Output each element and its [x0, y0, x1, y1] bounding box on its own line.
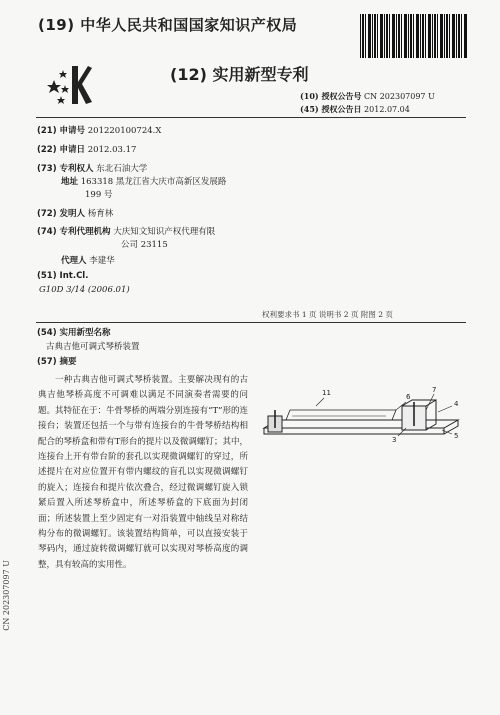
biblio-divider	[36, 322, 466, 323]
agent-row	[61, 254, 115, 266]
address-label: 地址	[61, 177, 79, 187]
abstract-text: 一种古典吉他可调式琴桥装置。主要解决现有的古典吉他琴桥高度不可调难以满足不同演奏者需要的问题。其特征在于：牛骨琴桥的两端分别连接有“T”形的连接台；装置还包括一个与带有连接台的牛骨琴桥结构相配合的琴桥盒和带有T形台的提片以及微调螺钉；其中，连接台上开有带台阶的套孔以实现微调螺钉的穿过，所述提片在对应位置开有带内螺纹的盲孔以实现微调螺钉的旋入；连接台和提片依次叠合，经过微调螺钉旋入锁紧后置入所述琴桥盒中，所述琴桥盒的下底面为封闭面；所述装置上至少固定有一对沿装置中轴线呈对称结构分布的微调螺钉。该装置结构简单，可以直接安装于琴码内，通过旋转微调螺钉就可以实现对琴桥高度的调整，具有较高的实用性。	[38, 375, 248, 570]
figure-label-6: 6	[406, 393, 411, 401]
figure-label-5: 5	[454, 432, 459, 440]
agent-label: 代理人	[61, 256, 87, 266]
address-line-2: 199 号	[85, 190, 113, 200]
figure-label-11: 11	[322, 389, 331, 397]
application-number-row	[37, 124, 161, 136]
page-count-info: 权利要求书 1 页 说明书 2 页 附图 2 页	[262, 310, 393, 319]
intcl-value: G10D 3/14 (2006.01)	[39, 285, 130, 295]
application-date-row	[37, 143, 136, 155]
application-date: 2012.03.17	[87, 145, 137, 155]
header-divider	[36, 117, 466, 118]
publication-date-row	[300, 104, 410, 115]
publication-date-label: (45) 授权公告日	[300, 104, 362, 114]
inventor: 杨育林	[87, 209, 114, 219]
intcl-label: (51) Int.Cl.	[37, 271, 89, 281]
bridge-bar	[286, 410, 396, 420]
bridge-drawing	[256, 380, 476, 460]
sipo-logo-icon	[42, 58, 94, 110]
agency-label: (74) 专利代理机构	[37, 227, 111, 237]
barcode	[360, 14, 468, 58]
patentee-row	[37, 162, 147, 174]
inventor-label: (72) 发明人	[37, 209, 86, 219]
publication-number-label: (10) 授权公告号	[300, 91, 362, 101]
application-date-label: (22) 申请日	[37, 145, 86, 155]
address-line-1: 163318 黑龙江省大庆市高新区发展路	[80, 177, 227, 187]
figure-label-3: 3	[392, 436, 397, 444]
address-row	[61, 175, 226, 187]
figure-label-7: 7	[432, 386, 437, 394]
application-number-label: (21) 申请号	[37, 126, 86, 136]
agency-line-1: 大庆知文知识产权代理有限	[113, 227, 216, 237]
bridge-base-outline	[264, 420, 458, 428]
patentee-label: (73) 专利权人	[37, 164, 94, 174]
agency-row	[37, 225, 215, 237]
utility-model-title: 古典吉他可调式琴桥装置	[46, 342, 140, 352]
side-publication-number: CN 202307097 U	[2, 560, 11, 631]
abstract-label: (57) 摘要	[37, 357, 77, 367]
application-number: 201220100724.X	[87, 126, 162, 136]
issuing-office: (19) 中华人民共和国国家知识产权局	[38, 16, 298, 34]
agent: 李建华	[89, 256, 115, 266]
document-type: (12) 实用新型专利	[170, 65, 309, 84]
publication-date: 2012.07.04	[364, 105, 410, 114]
agency-line-2: 公司 23115	[121, 240, 168, 250]
inventor-row	[37, 207, 113, 219]
publication-number: CN 202307097 U	[364, 92, 435, 101]
patentee: 东北石油大学	[96, 164, 148, 174]
figure-label-4: 4	[454, 400, 459, 408]
publication-number-row	[300, 91, 435, 102]
title-label: (54) 实用新型名称	[37, 328, 111, 338]
